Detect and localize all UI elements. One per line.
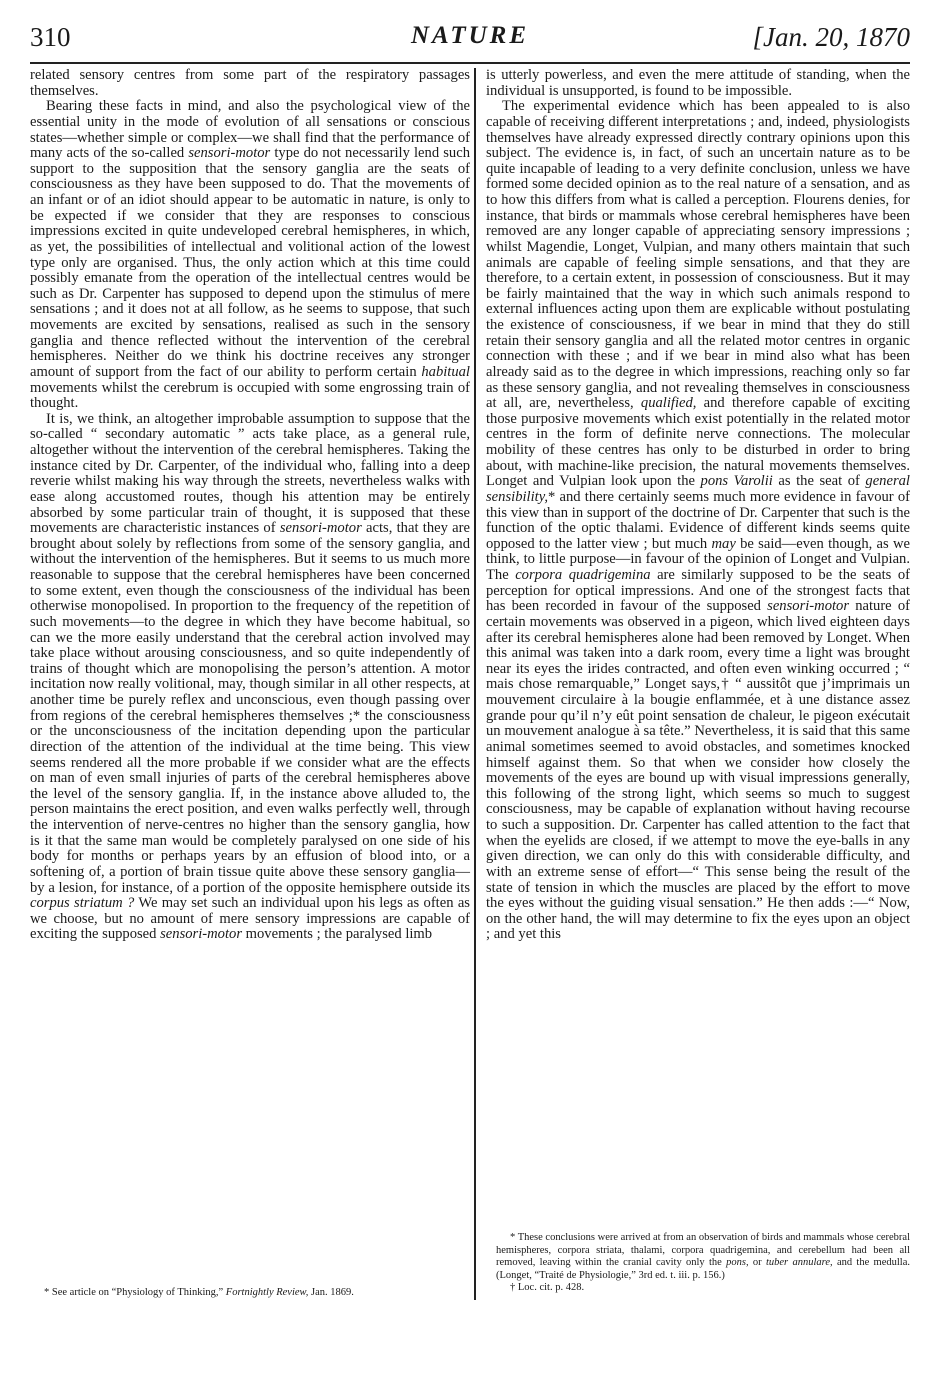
footnote: * These conclusions were arrived at from an observation of birds and mammals whose cerebral hemispheres, corpora striata, thalami, corpora quadrigemina, and cerebellum had been all removed, leaving within the cranial cavity only the pons, or tuber annulare, and the medulla. (Longet, “Traité de Physiologie,” 3rd ed. t. iii. p. 156.) <box>496 1232 910 1281</box>
journal-title: NATURE <box>410 22 530 49</box>
page-header <box>30 16 910 60</box>
page-number: 310 <box>30 22 71 52</box>
paragraph: It is, we think, an altogether improbable assumption to suppose that the so-called “ secondary automatic ” acts take place, as a general rule, altogether without the intervention of the cerebral hemispheres. Taking the instance cited by Dr. Carpenter, of the individual who, falling into a deep reverie whilst making his way through the streets, nevertheless walks with ease along accustomed routes, though his attention may be entirely absorbed by some particular train of thought, it is supposed that these movements are characteristic instances of sensori-motor acts, that they are brought about solely by reflections from some of the sensory ganglia, and without the intervention of the hemispheres. But it seems to us much more reasonable to suppose that the cerebral hemispheres have been concerned to some extent, even though the consciousness of the individual has been otherwise monopolised. In proportion to the frequency of the repetition of such movements—to the degree in which they have become habitual, so can we the more easily understand that the cerebral action involved may take place without arousing consciousness, and so quite independently of trains of thought which are monopolising the person’s attention. A motor incitation now really volitional, may, though similar in all other respects, at another time be purely reflex and unconscious, even though passing over from regions of the cerebral hemispheres themselves ;* the consciousness or the unconsciousness of the incitation depending upon the particular direction of the attention of the individual at the time being. This view seems rendered all the more probable if we consider what are the effects on man of even small injuries of parts of the cerebral hemispheres above the level of the sensory ganglia. If, in the instance above alluded to, the person maintains the erect position, and even walks perfectly well, through the intervention of nerve-centres no higher than the sensory ganglia, how is it that the same man would be completely paralysed on one side of his body for months or perhaps years by an effusion of blood into, or a softening of, a portion of brain tissue quite above these sensory ganglia—by a lesion, for instance, of a portion of the opposite hemisphere outside its corpus striatum ? We may set such an individual upon his legs as often as we choose, but no amount of mere sensory impressions are capable of exciting the supposed sensori-motor movements ; the paralysed limb <box>30 410 470 943</box>
right-footnotes <box>496 1232 910 1295</box>
right-column <box>486 68 910 943</box>
header-rule <box>30 62 910 64</box>
issue-date: [Jan. 20, 1870 <box>752 22 910 52</box>
left-column <box>30 68 470 943</box>
paragraph: Bearing these facts in mind, and also the psychological view of the essential unity in the mode of evolution of all sensations or conscious states—whether simple or complex—we shall find that the performance of many acts of the so-called sensori-motor type do not necessarily lend such support to the supposition that the sensory ganglia are the seats of consciousness as they have been supposed to do. That the movements of an infant or of an idiot should appear to be automatic in nature, is only to be expected if we consider that they are responses to conscious impressions excited in quite undeveloped cerebral hemispheres, in which, as yet, the possibilities of intellectual and volitional action of the lowest type only are organised. Thus, the only action which at this time could possibly emanate from the operation of the intellectual centres would be such as Dr. Carpenter has supposed to depend upon the stimulus of mere sensations ; and it does not at all follow, as he seems to suppose, that such movements are excited by sensations, realised as such in the sensory ganglia and thence reflected without the intervention of the cerebral hemispheres. Neither do we think his doctrine receives any stronger amount of support from the fact of our ability to perform certain habitual movements whilst the cerebrum is occupied with some engrossing train of thought. <box>30 98 470 412</box>
paragraph: is utterly powerless, and even the mere attitude of standing, when the individual is unsupported, is found to be impossible. <box>486 67 910 99</box>
paragraph: related sensory centres from some part of the respiratory passages themselves. <box>30 67 470 99</box>
column-divider <box>474 68 476 1300</box>
footnote: † Loc. cit. p. 428. <box>510 1282 585 1294</box>
left-footnote: * See article on “Physiology of Thinking,” Fortnightly Review, Jan. 1869. <box>44 1287 354 1298</box>
paragraph: The experimental evidence which has been appealed to is also capable of receiving different interpretations ; and, indeed, physiologists themselves have already expressed directly contrary opinions upon this subject. The evidence is, in fact, of such an uncertain nature as to be quite incapable of leading to a very definite conclusion, unless we have formed some decided opinion as to the real nature of a sensation, and as to how this differs from what is called a perception. Flourens denies, for instance, that birds or mammals whose cerebral hemispheres have been removed are any longer capable of appreciating sensory impressions ; whilst Magendie, Longet, Vulpian, and many others maintain that such animals are capable of feeling simple sensations, and that they are therefore, to a certain extent, in possession of consciousness. But it may be fairly maintained that the way in which such animals respond to external influences acting upon them are explicable without postulating the existence of consciousness, if we bear in mind that they do still retain their sensory ganglia and all the related motor centres in organic connection with these ; and if we bear in mind also what has been already said as to the degree in which impressions, reaching only so far as these sensory ganglia, and not revealing themselves in consciousness at all, are, nevertheless, qualified, and therefore capable of exciting those purposive movements which exist potentially in the related motor centres in the form of definite nerve connections. The molecular mobility of these centres has only to be disturbed in order to bring about, with machine-like precision, the natural movements themselves. Longet and Vulpian look upon the pons Varolii as the seat of general sensibility,* and there certainly seems much more evidence in favour of this view than in support of the doctrine of Dr. Carpenter that such is the function of the optic thalami. Evidence of different kinds seems quite opposed to the latter view ; but much may be said—even though, as we think, to little purpose—in favour of the opinion of Longet and Vulpian. The corpora quadrigemina are similarly supposed to be the seats of perception for optical impressions. And one of the strongest facts that has been recorded in favour of the supposed sensori-motor nature of certain movements was observed in a pigeon, which lived eighteen days after its cerebral hemispheres alone had been removed by Longet. When this animal was taken into a dark room, every time a light was brought near its eyes the irides contracted, and often even winking occurred ; “ mais chose remarquable,” Longet says,† “ aussitôt que j’imprimais un mouvement circulaire à la bougie enflammée, et à une distance assez grande pour qu’il n’y eût point sensation de chaleur, le pigeon exécutait un mouvement analogue à sa tête.” Nevertheless, it is said that this same animal sometimes seemed to avoid obstacles, and sometimes knocked himself against them. So that when we consider how closely the movements of the eyes are bound up with visual impressions generally, this following of the strong light, which seems so much to suggest consciousness, may be capable of explanation without having recourse to such a supposition. Dr. Carpenter has called attention to the fact that when the eyelids are closed, if we attempt to move the eye-balls in any given direction, we can only do this with considerable difficulty, and with an extreme sense of effort—“ This sense being the result of the state of tension in which the muscles are placed by the effort to move the eyes without the guiding visual sensation.” He then adds :—“ Now, on the other hand, the will may determine to fix the eyes upon an object ; and yet this <box>486 98 911 943</box>
